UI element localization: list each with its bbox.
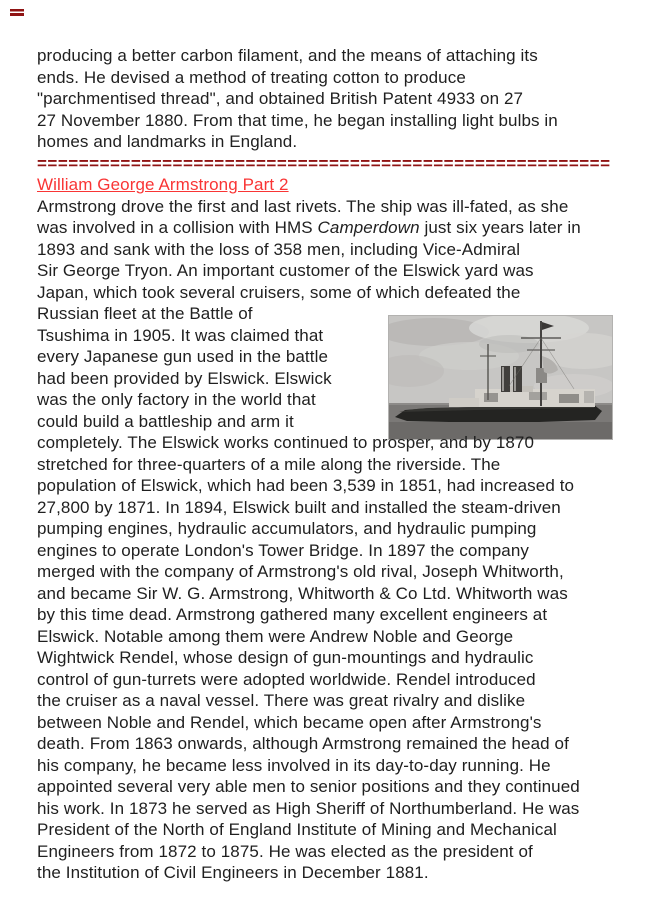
separator-fragment	[10, 9, 24, 16]
paragraph-armstrong	[37, 196, 629, 884]
text-line	[37, 217, 629, 239]
text-line: population of Elswick, which had been 3,539 in 1851, had increased to	[37, 476, 575, 495]
text-line: President of the North of England Institute of Mining and Mechanical	[37, 820, 557, 839]
text-line: 27,800 by 1871. In 1894, Elswick built and installed the steam-driven	[37, 497, 561, 517]
text-line: 27 November 1880. From that time, he began installing light bulbs in	[37, 110, 558, 130]
text-line: death. From 1863 onwards, although Armstrong remained the head of	[37, 734, 569, 753]
text-line: merged with the company of Armstrong's old rival, Joseph Whitworth,	[37, 562, 564, 581]
text-line: stretched for three-quarters of a mile along the riverside. The	[37, 454, 501, 474]
text-line: every Japanese gun used in the battle	[37, 347, 329, 366]
text-line: homes and landmarks in England.	[37, 132, 298, 151]
text-line: the Institution of Civil Engineers in December 1881.	[37, 863, 429, 882]
heading-line	[37, 174, 629, 196]
text-line: completely. The Elswick works continued to prosper, and by 1870	[37, 433, 535, 452]
text-block	[37, 239, 629, 304]
text-line: had been provided by Elswick. Elswick	[37, 368, 332, 388]
text-block-beside-image	[37, 303, 629, 432]
text-line: pumping engines, hydraulic accumulators, and hydraulic pumping	[37, 519, 537, 538]
text-line: his work. In 1873 he served as High Sheriff of Northumberland. He was	[37, 798, 580, 818]
text-line: control of gun-turrets were adopted worldwide. Rendel introduced	[37, 669, 536, 689]
text-line: was the only factory in the world that	[37, 390, 316, 409]
text-line: by this time dead. Armstrong gathered many excellent engineers at	[37, 605, 548, 624]
text-line: could build a battleship and arm it	[37, 411, 294, 431]
text-line: Sir George Tryon. An important customer of the Elswick yard was	[37, 261, 534, 280]
text-run: just six years later in	[419, 218, 581, 237]
text-line: Tsushima in 1905. It was claimed that	[37, 325, 324, 345]
text-line: between Noble and Rendel, which became open after Armstrong's	[37, 712, 542, 732]
ship-name-italic: Camperdown	[317, 218, 420, 237]
text-line: appointed several very able men to senior positions and they continued	[37, 777, 580, 796]
text-block	[37, 432, 629, 884]
text-line: Wightwick Rendel, whose design of gun-mountings and hydraulic	[37, 648, 534, 667]
text-run: was involved in a collision with HMS	[37, 218, 318, 237]
text-line: engines to operate London's Tower Bridge. In 1897 the company	[37, 540, 529, 560]
section-separator: =======================================================	[37, 153, 611, 173]
text-line: ends. He devised a method of treating cotton to produce	[37, 67, 466, 87]
text-line: Armstrong drove the first and last rivets. The ship was ill-fated, as she	[37, 196, 569, 216]
text-line: producing a better carbon filament, and the means of attaching its	[37, 46, 538, 65]
text-line: Elswick. Notable among them were Andrew Noble and George	[37, 626, 514, 646]
text-line: "parchmentised thread", and obtained British Patent 4933 on 27	[37, 89, 524, 108]
text-line: and became Sir W. G. Armstrong, Whitworth & Co Ltd. Whitworth was	[37, 583, 568, 603]
text-line: Russian fleet at the Battle of	[37, 304, 253, 323]
text-line: the cruiser as a naval vessel. There was great rivalry and dislike	[37, 691, 526, 710]
text-line: 1893 and sank with the loss of 358 men, including Vice-Admiral	[37, 239, 521, 259]
text-line: Japan, which took several cruisers, some of which defeated the	[37, 282, 521, 302]
text-line: Engineers from 1872 to 1875. He was elected as the president of	[37, 841, 533, 861]
text-line: his company, he became less involved in its day-to-day running. He	[37, 755, 551, 775]
document-body	[37, 45, 629, 884]
paragraph-filament	[37, 45, 629, 153]
armstrong-part2-link[interactable]: William George Armstrong Part 2	[37, 175, 289, 194]
